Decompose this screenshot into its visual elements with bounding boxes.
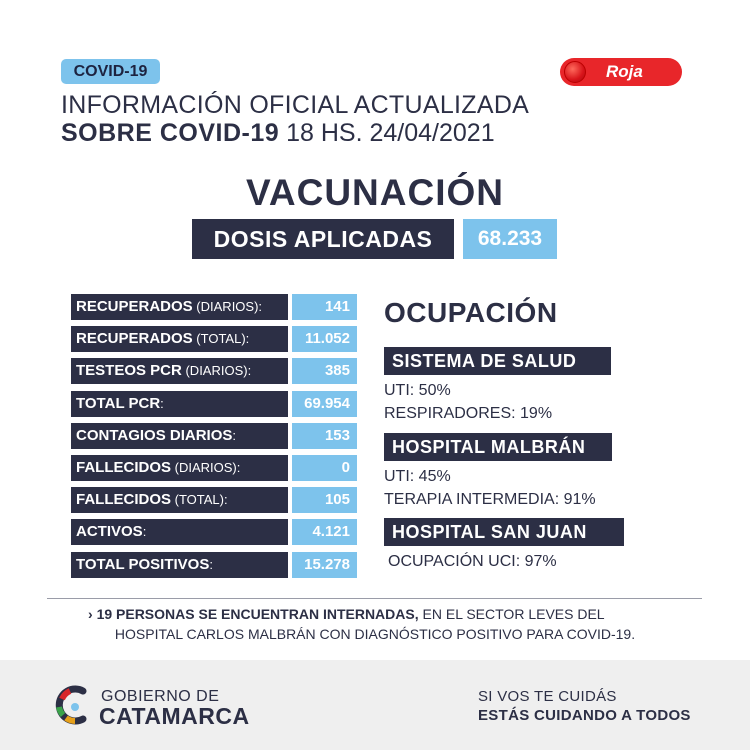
title-bold-part: SOBRE COVID-19 <box>61 119 280 147</box>
alert-level-label: Roja <box>606 62 643 81</box>
dosis-label: DOSIS APLICADAS <box>192 219 454 259</box>
red-light-icon <box>564 61 586 83</box>
stat-row <box>71 326 357 352</box>
catamarca-label: CATAMARCA <box>99 703 250 729</box>
stat-label-bold: FALLECIDOS <box>76 459 172 476</box>
internados-note-line2: HOSPITAL CARLOS MALBRÁN CON DIAGNÓSTICO POSITIVO PARA COVID-19. <box>114 626 636 642</box>
stat-label <box>71 391 288 417</box>
slogan-line2: ESTÁS CUIDANDO A TODOS <box>478 707 691 724</box>
stat-value: 0 <box>292 455 357 481</box>
stat-label <box>71 455 288 481</box>
stat-label <box>71 487 288 513</box>
stat-label <box>71 519 288 545</box>
stat-row <box>71 391 357 417</box>
slogan-line1: SI VOS TE CUIDÁS <box>478 688 617 705</box>
hospital-malbran-heading: HOSPITAL MALBRÁN <box>384 433 612 461</box>
covid-badge: COVID-19 <box>61 59 160 84</box>
stat-label-bold: RECUPERADOS <box>76 330 193 347</box>
stat-value: 141 <box>292 294 357 320</box>
stat-value: 69.954 <box>292 391 357 417</box>
dosis-value: 68.233 <box>463 219 557 259</box>
stat-label-suffix: : <box>160 396 164 411</box>
stat-label-bold: TOTAL POSITIVOS <box>76 556 210 573</box>
note-rest-text: EN EL SECTOR LEVES DEL <box>418 606 605 622</box>
page-title-line2 <box>61 119 495 148</box>
stat-label-suffix: (TOTAL): <box>192 331 250 346</box>
stat-label-suffix: (DIARIOS): <box>171 460 241 475</box>
stat-label-suffix: : <box>209 557 213 572</box>
stat-value: 15.278 <box>292 552 357 578</box>
catamarca-logo-icon <box>53 685 93 725</box>
page-title-line1: INFORMACIÓN OFICIAL ACTUALIZADA <box>61 91 530 119</box>
gobierno-label: GOBIERNO DE <box>101 688 220 705</box>
ocupacion-heading: OCUPACIÓN <box>384 297 558 328</box>
stat-row <box>71 294 357 320</box>
stat-label-suffix: (TOTAL): <box>171 492 228 507</box>
stat-label-bold: TOTAL PCR <box>76 395 161 412</box>
stat-label-suffix: : <box>142 524 147 539</box>
sistema-uti-line: UTI: 50% <box>384 382 451 399</box>
title-date: 18 HS. 24/04/2021 <box>279 119 495 147</box>
stat-row <box>71 519 357 545</box>
stat-row <box>71 358 357 384</box>
sistema-salud-heading: SISTEMA DE SALUD <box>384 347 611 375</box>
stat-label-suffix: (DIARIOS): <box>181 363 252 378</box>
note-arrow-icon: › <box>88 606 93 622</box>
stat-value: 4.121 <box>292 519 357 545</box>
malbran-terapia-line: TERAPIA INTERMEDIA: 91% <box>384 491 596 508</box>
stat-value: 153 <box>292 423 357 449</box>
stat-label-suffix: (DIARIOS): <box>192 299 263 314</box>
stat-label-suffix: : <box>232 428 237 443</box>
hospital-san-juan-heading: HOSPITAL SAN JUAN <box>384 518 624 546</box>
divider <box>47 598 702 599</box>
stat-value: 385 <box>292 358 357 384</box>
stat-row <box>71 423 357 449</box>
stat-value: 105 <box>292 487 357 513</box>
internados-note-line1 <box>88 606 605 622</box>
stat-row <box>71 552 357 578</box>
stat-label <box>71 423 288 449</box>
stat-label <box>71 326 288 352</box>
stat-label-bold: RECUPERADOS <box>76 298 193 315</box>
vacunacion-heading: VACUNACIÓN <box>245 172 505 213</box>
stat-label-bold: CONTAGIOS DIARIOS <box>76 427 233 444</box>
stat-label-bold: TESTEOS PCR <box>76 362 182 379</box>
stat-label-bold: FALLECIDOS <box>76 491 172 508</box>
stat-label <box>71 294 288 320</box>
stat-row <box>71 487 357 513</box>
stat-value: 11.052 <box>292 326 357 352</box>
stat-label <box>71 552 288 578</box>
san-juan-uci-line: OCUPACIÓN UCI: 97% <box>388 553 557 570</box>
stat-label-bold: ACTIVOS <box>76 523 143 540</box>
stat-row <box>71 455 357 481</box>
sistema-respiradores-line: RESPIRADORES: 19% <box>384 405 553 422</box>
note-bold-text: 19 PERSONAS SE ENCUENTRAN INTERNADAS, <box>96 606 419 622</box>
malbran-uti-line: UTI: 45% <box>384 468 451 485</box>
stat-label <box>71 358 288 384</box>
alert-level-badge <box>560 58 682 86</box>
